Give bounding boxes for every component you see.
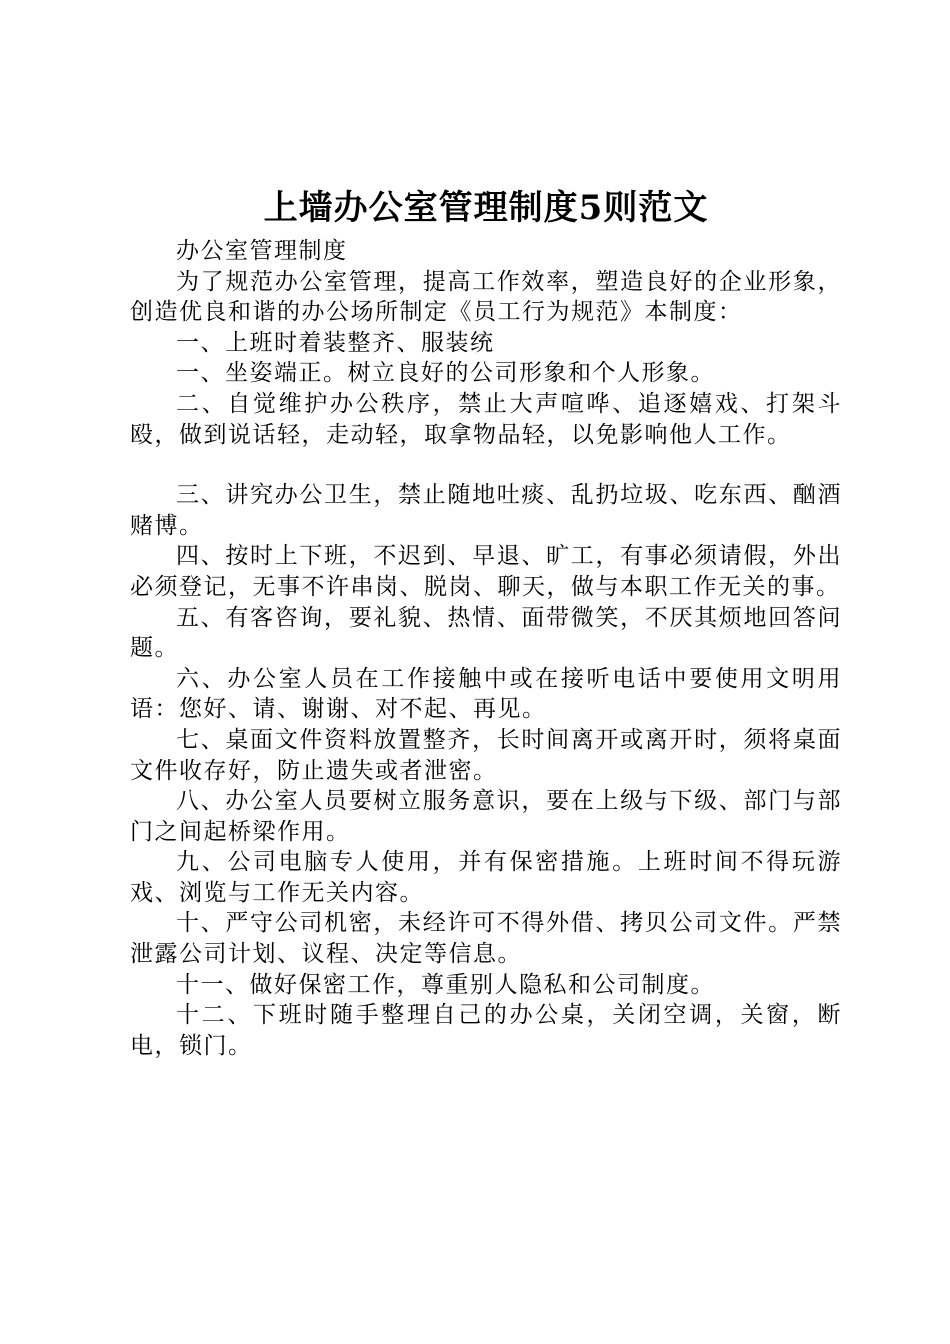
paragraph-rule-privacy: 十一、做好保密工作，尊重别人隐私和公司制度。 [176, 971, 715, 998]
paragraph-rule-confidentiality: 十、严守公司机密，未经许可不得外借、拷贝公司文件。严禁泄露公司计划、议程、决定等信息。 [130, 910, 842, 968]
paragraph-rule-computer: 九、公司电脑专人使用，并有保密措施。上班时间不得玩游戏、浏览与工作无关内容。 [130, 849, 842, 906]
paragraph-rule-service: 八、办公室人员要树立服务意识，要在上级与下级、部门与部门之间起桥梁作用。 [130, 788, 842, 845]
paragraph-rule-attendance: 四、按时上下班，不迟到、早退、旷工，有事必须请假，外出必须登记，无事不许串岗、脱岗、聊天，做与本职工作无关的事。 [130, 543, 842, 600]
document-page [130, 180, 842, 1061]
paragraph-rule-language: 六、办公室人员在工作接触中或在接听电话中要使用文明用语：您好、请、谢谢、对不起、再见。 [130, 665, 842, 723]
paragraph-rule-desk-files: 七、桌面文件资料放置整齐，长时间离开或离开时，须将桌面文件收存好，防止遗失或者泄密。 [130, 726, 842, 784]
paragraph-heading: 办公室管理制度 [176, 238, 348, 264]
paragraph-rule-posture: 一、坐姿端正。树立良好的公司形象和个人形象。 [176, 360, 715, 387]
paragraph-intro: 为了规范办公室管理，提高工作效率，塑造良好的企业形象，创造优良和谐的办公场所制定《员工行为规范》本制度： [130, 268, 842, 326]
paragraph-rule-leaving: 十二、下班时随手整理自己的办公桌，关闭空调，关窗，断电，锁门。 [130, 1002, 842, 1059]
paragraph-rule-dress: 一、上班时着装整齐、服装统 [176, 329, 495, 356]
paragraph-rule-order: 二、自觉维护办公秩序，禁止大声喧哗、追逐嬉戏、打架斗殴，做到说话轻，走动轻，取拿物品轻，以免影响他人工作。 [130, 390, 842, 448]
paragraph-rule-visitors: 五、有客咨询，要礼貌、热情、面带微笑，不厌其烦地回答问题。 [130, 604, 842, 662]
document-title: 上墙办公室管理制度5则范文 [263, 188, 709, 228]
paragraph-rule-hygiene: 三、讲究办公卫生，禁止随地吐痰、乱扔垃圾、吃东西、酗酒赌博。 [130, 482, 842, 539]
